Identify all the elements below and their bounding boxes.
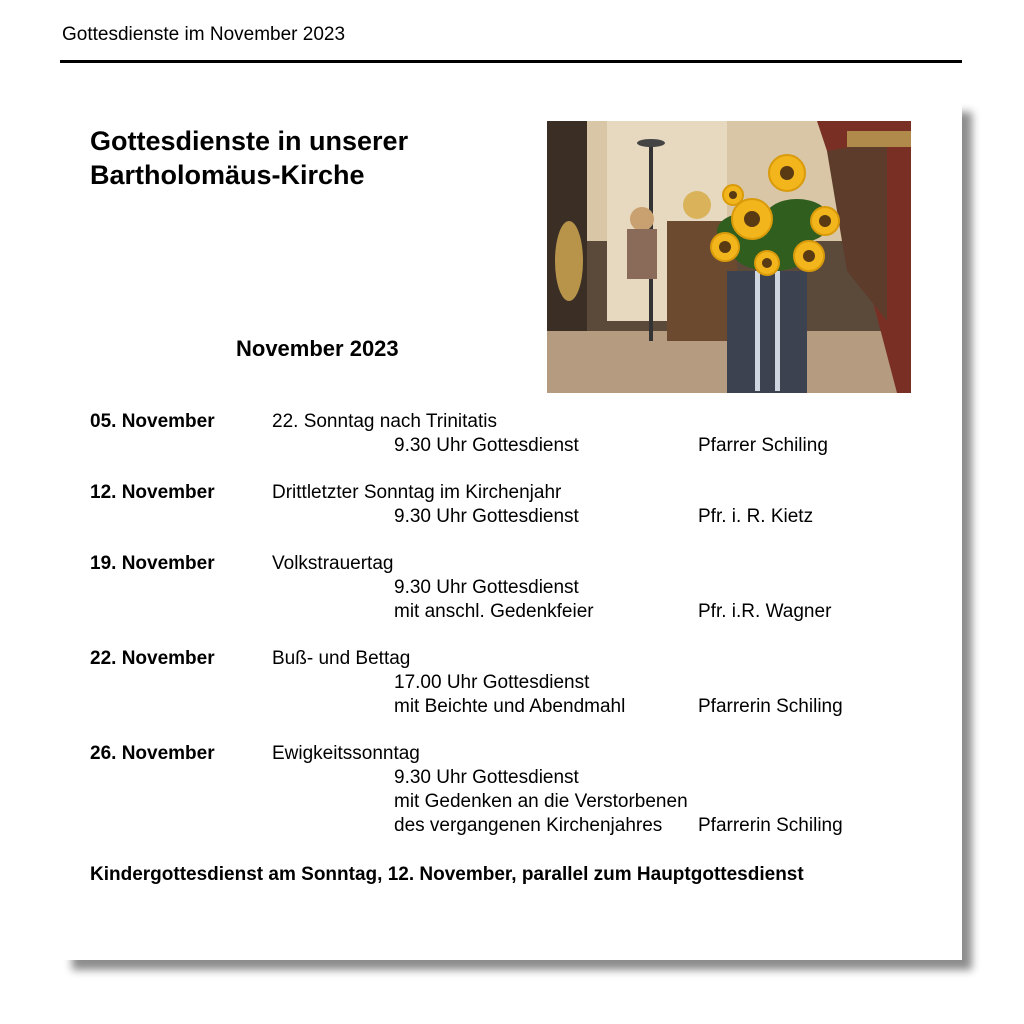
service-entry (90, 410, 950, 458)
church-interior-sunflowers-photo (547, 121, 911, 393)
service-pastor: Pfr. i. R. Kietz (698, 506, 814, 527)
month-heading: November 2023 (236, 336, 399, 361)
service-detail: 9.30 Uhr Gottesdienst (394, 506, 579, 527)
service-schedule (90, 410, 950, 861)
service-date: 12. November (90, 482, 215, 503)
service-entry (90, 481, 950, 529)
service-date: 05. November (90, 411, 215, 432)
service-detail: 9.30 Uhr Gottesdienst (394, 577, 579, 598)
title-line-2: Bartholomäus-Kirche (90, 160, 365, 190)
service-detail: des vergangenen Kirchenjahres (394, 815, 663, 836)
service-date: 19. November (90, 553, 215, 574)
service-occasion: Drittletzter Sonntag im Kirchenjahr (272, 482, 562, 503)
service-detail: mit Gedenken an die Verstorbenen (394, 791, 688, 812)
header-divider (60, 60, 962, 63)
service-detail: mit anschl. Gedenkfeier (394, 601, 594, 622)
service-date: 22. November (90, 648, 215, 669)
service-pastor: Pfarrerin Schiling (698, 815, 843, 836)
page-title (90, 124, 408, 192)
service-detail: 9.30 Uhr Gottesdienst (394, 435, 579, 456)
service-date: 26. November (90, 743, 215, 764)
service-pastor: Pfr. i.R. Wagner (698, 601, 832, 622)
service-detail: 17.00 Uhr Gottesdienst (394, 672, 590, 693)
service-pastor: Pfarrerin Schiling (698, 696, 843, 717)
childrens-service-note: Kindergottesdienst am Sonntag, 12. November, parallel zum Hauptgottesdienst (90, 864, 804, 885)
service-entry (90, 552, 950, 624)
service-occasion: Buß- und Bettag (272, 648, 411, 669)
service-occasion: Ewigkeitssonntag (272, 743, 420, 764)
service-entry (90, 647, 950, 719)
page-header-title: Gottesdienste im November 2023 (62, 24, 346, 45)
service-occasion: Volkstrauertag (272, 553, 394, 574)
service-occasion: 22. Sonntag nach Trinitatis (272, 411, 497, 432)
service-pastor: Pfarrer Schiling (698, 435, 828, 456)
title-line-1: Gottesdienste in unserer (90, 126, 409, 156)
service-detail: 9.30 Uhr Gottesdienst (394, 767, 579, 788)
service-entry (90, 742, 950, 838)
service-detail: mit Beichte und Abendmahl (394, 696, 626, 717)
